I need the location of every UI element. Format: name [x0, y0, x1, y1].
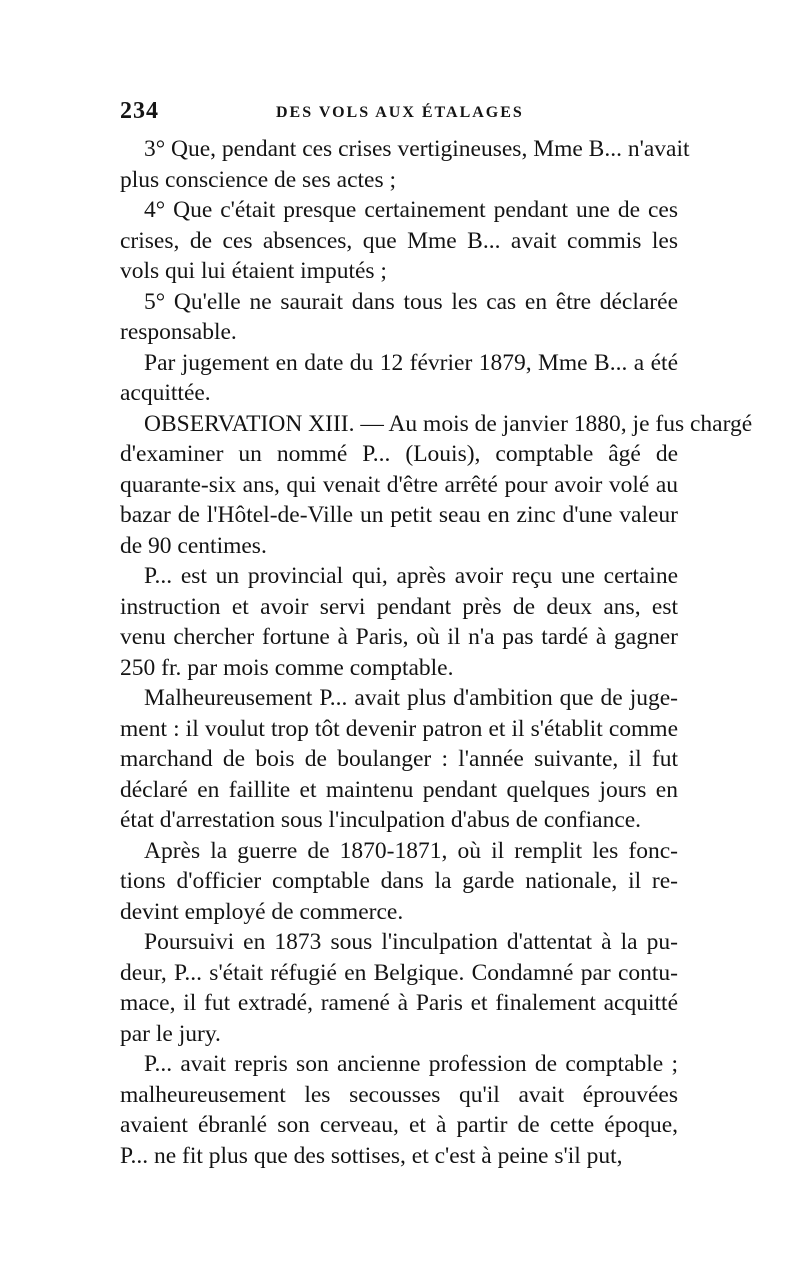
- paragraph: [120, 836, 678, 928]
- text-line: Par jugement en date du 12 février 1879, Mme B... a été: [144, 349, 678, 376]
- text-line: P... avait repris son ancienne profession de comptable ;: [144, 1051, 678, 1077]
- text-line: d'examiner un nommé P... (Louis), comptable âgé de: [120, 441, 678, 467]
- text-line: 5° Qu'elle ne saurait dans tous les cas en être déclarée: [144, 288, 678, 315]
- text-line: OBSERVATION XIII. — Au mois de janvier 1880, je fus chargé: [144, 410, 753, 437]
- text-line: ment : il voulut trop tôt devenir patron et il s'établit comme: [120, 715, 678, 742]
- body-text: [120, 134, 753, 1171]
- text-line: vols qui lui étaient imputés ;: [120, 258, 387, 284]
- paragraph: [120, 683, 678, 836]
- paragraph: [120, 195, 678, 287]
- text-line: crises, de ces absences, que Mme B... avait commis les: [120, 227, 678, 254]
- text-line: de 90 centimes.: [120, 532, 267, 559]
- paragraph: [120, 134, 690, 195]
- text-line: mace, il fut extradé, ramené à Paris et finalement acquitté: [120, 990, 678, 1016]
- text-line: P... est un provincial qui, après avoir reçu une certaine: [144, 563, 678, 589]
- text-line: Après la guerre de 1870-1871, où il remplit les fonc-: [144, 837, 678, 864]
- text-line: malheureusement les secousses qu'il avait éprouvées: [120, 1081, 678, 1108]
- page-number: 234: [120, 98, 159, 124]
- paragraph: [120, 409, 753, 562]
- text-line: déclaré en faillite et maintenu pendant quelques jours en: [120, 776, 678, 803]
- text-line: instruction et avoir servi pendant près de deux ans, est: [120, 593, 678, 620]
- text-line: deur, P... s'était réfugié en Belgique. Condamné par contu-: [120, 959, 678, 986]
- paragraph: [120, 561, 678, 683]
- text-line: 250 fr. par mois comme comptable.: [120, 654, 454, 681]
- text-line: acquittée.: [120, 380, 211, 406]
- paragraph: [120, 1049, 678, 1171]
- running-head: [120, 98, 678, 128]
- text-line: Poursuivi en 1873 sous l'inculpation d'attentat à la pu-: [144, 929, 678, 955]
- text-line: devint employé de commerce.: [120, 898, 404, 925]
- paragraph: [120, 348, 678, 409]
- text-line: plus conscience de ses actes ;: [120, 166, 397, 193]
- text-line: Malheureusement P... avait plus d'ambition que de juge-: [144, 685, 678, 711]
- text-line: P... ne fit plus que des sottises, et c'est à peine s'il put,: [120, 1142, 623, 1169]
- text-line: venu chercher fortune à Paris, où il n'a pas tardé à gagner: [120, 624, 678, 650]
- text-line: bazar de l'Hôtel-de-Ville un petit seau en zinc d'une valeur: [120, 502, 678, 528]
- text-line: 4° Que c'était presque certainement pendant une de ces: [144, 197, 678, 223]
- text-line: marchand de bois de boulanger : l'année suivante, il fut: [120, 746, 678, 772]
- text-line: responsable.: [120, 319, 237, 345]
- text-line: par le jury.: [120, 1020, 221, 1047]
- text-line: quarante-six ans, qui venait d'être arrêté pour avoir volé au: [120, 471, 678, 498]
- text-line: état d'arrestation sous l'inculpation d'abus de confiance.: [120, 807, 642, 833]
- running-title: DES VOLS AUX ÉTALAGES: [276, 104, 524, 121]
- text-line: 3° Que, pendant ces crises vertigineuses, Mme B... n'avait: [144, 136, 690, 162]
- paragraph: [120, 927, 678, 1049]
- text-line: avaient ébranlé son cerveau, et à partir de cette époque,: [120, 1112, 678, 1138]
- paragraph: [120, 287, 678, 348]
- text-line: tions d'officier comptable dans la garde nationale, il re-: [120, 868, 678, 894]
